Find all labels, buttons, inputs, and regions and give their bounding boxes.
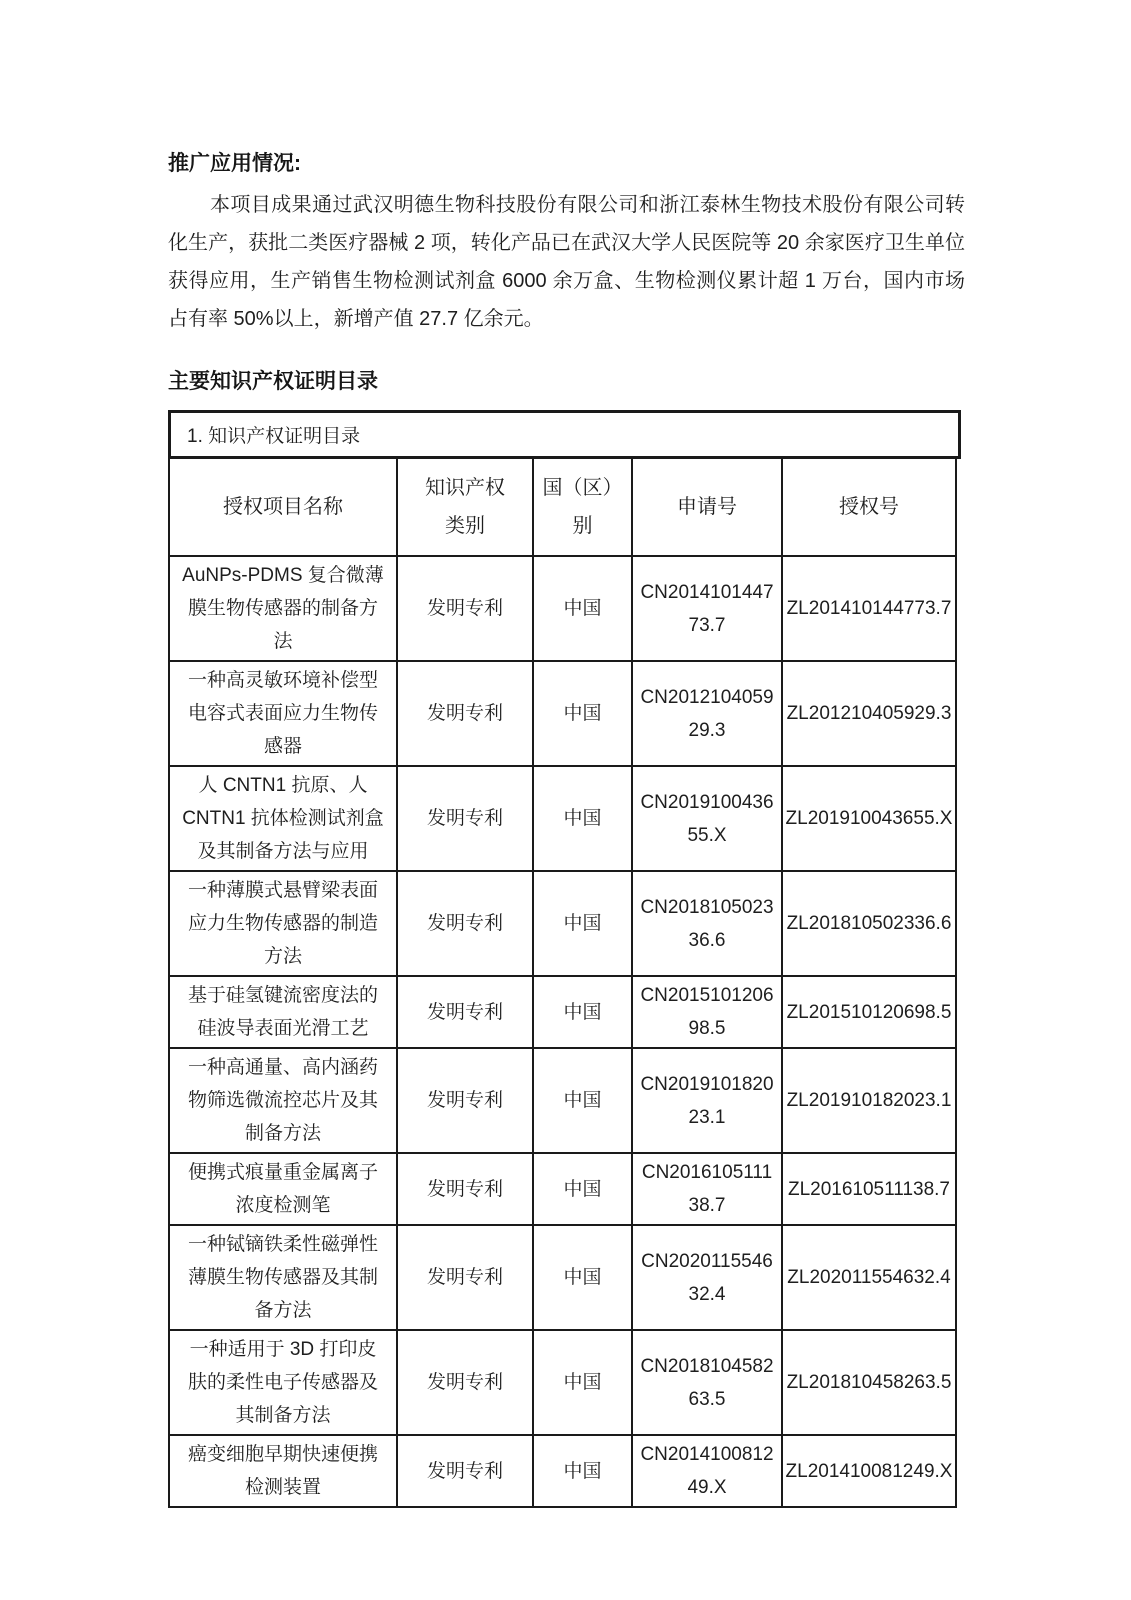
cell-country: 中国: [533, 1330, 632, 1435]
cell-application-no: CN202011554632.4: [632, 1225, 782, 1330]
cell-ip-type: 发明专利: [397, 976, 533, 1048]
cell-grant-no: ZL201410144773.7: [782, 556, 956, 661]
cell-country: 中国: [533, 661, 632, 766]
cell-project-name: 一种薄膜式悬臂梁表面应力生物传感器的制造方法: [169, 871, 397, 976]
cell-application-no: CN201910043655.X: [632, 766, 782, 871]
table-caption: 1. 知识产权证明目录: [168, 410, 961, 459]
col-header-line: 知识产权: [425, 477, 505, 499]
section-title-ip-directory: 主要知识产权证明目录: [168, 370, 378, 393]
cell-application-no: CN201510120698.5: [632, 976, 782, 1048]
cell-application-no: CN201910182023.1: [632, 1048, 782, 1153]
cell-ip-type: 发明专利: [397, 1435, 533, 1507]
cell-ip-type: 发明专利: [397, 1048, 533, 1153]
cell-ip-type: 发明专利: [397, 766, 533, 871]
col-header-line: 别: [572, 515, 593, 537]
col-header-application-no: [632, 458, 782, 556]
cell-application-no: CN201410081249.X: [632, 1435, 782, 1507]
cell-grant-no: ZL201610511138.7: [782, 1153, 956, 1225]
cell-application-no: CN201810458263.5: [632, 1330, 782, 1435]
cell-ip-type: 发明专利: [397, 1330, 533, 1435]
cell-country: 中国: [533, 1153, 632, 1225]
cell-country: 中国: [533, 1225, 632, 1330]
cell-project-name: 便携式痕量重金属离子浓度检测笔: [169, 1153, 397, 1225]
cell-ip-type: 发明专利: [397, 1153, 533, 1225]
cell-application-no: CN201410144773.7: [632, 556, 782, 661]
table-row: [169, 1153, 956, 1225]
cell-project-name: 癌变细胞早期快速便携检测装置: [169, 1435, 397, 1507]
table-row: [169, 1435, 956, 1507]
cell-country: 中国: [533, 766, 632, 871]
col-header-project-name: [169, 458, 397, 556]
promotion-paragraph: 本项目成果通过武汉明德生物科技股份有限公司和浙江泰林生物技术股份有限公司转化生产，获批二类医疗器械 2 项，转化产品已在武汉大学人民医院等 20 余家医疗卫生单位获得应用，生产销售生物检测试剂盒 6000 余万盒、生物检测仪累计超 1 万台，国内市场占有率 50%以上，新增产值 27.7 亿余元。: [168, 194, 965, 330]
cell-project-name: 一种铽镝铁柔性磁弹性薄膜生物传感器及其制备方法: [169, 1225, 397, 1330]
cell-grant-no: ZL201410081249.X: [782, 1435, 956, 1507]
cell-grant-no: ZL201910043655.X: [782, 766, 956, 871]
cell-country: 中国: [533, 1048, 632, 1153]
table-body: [169, 556, 956, 1507]
table-row: [169, 1225, 956, 1330]
cell-project-name: 一种高通量、高内涵药物筛选微流控芯片及其制备方法: [169, 1048, 397, 1153]
cell-grant-no: ZL201210405929.3: [782, 661, 956, 766]
cell-grant-no: ZL201510120698.5: [782, 976, 956, 1048]
cell-project-name: 基于硅氢键流密度法的硅波导表面光滑工艺: [169, 976, 397, 1048]
cell-country: 中国: [533, 871, 632, 976]
col-header-grant-no: [782, 458, 956, 556]
table-row: [169, 976, 956, 1048]
cell-country: 中国: [533, 556, 632, 661]
cell-project-name: AuNPs-PDMS 复合微薄膜生物传感器的制备方法: [169, 556, 397, 661]
ip-table-section: [168, 410, 965, 1508]
col-header-line: 国（区）: [542, 477, 623, 499]
col-header-ip-type: [397, 458, 533, 556]
ip-table: [168, 457, 957, 1508]
cell-application-no: CN201210405929.3: [632, 661, 782, 766]
cell-project-name: 人 CNTN1 抗原、人 CNTN1 抗体检测试剂盒及其制备方法与应用: [169, 766, 397, 871]
cell-grant-no: ZL201810502336.6: [782, 871, 956, 976]
table-row: [169, 1330, 956, 1435]
table-header-row: [169, 458, 956, 556]
col-header-line: 授权号: [839, 496, 899, 518]
table-row: [169, 556, 956, 661]
section-title-promotion: 推广应用情况:: [168, 152, 301, 175]
cell-application-no: CN201810502336.6: [632, 871, 782, 976]
col-header-line: 类别: [445, 515, 485, 537]
table-row: [169, 661, 956, 766]
cell-application-no: CN201610511138.7: [632, 1153, 782, 1225]
cell-project-name: 一种适用于 3D 打印皮肤的柔性电子传感器及其制备方法: [169, 1330, 397, 1435]
cell-ip-type: 发明专利: [397, 556, 533, 661]
col-header-line: 申请号: [677, 496, 737, 518]
cell-country: 中国: [533, 976, 632, 1048]
col-header-country: [533, 458, 632, 556]
cell-ip-type: 发明专利: [397, 871, 533, 976]
table-header: [169, 458, 956, 556]
cell-grant-no: ZL202011554632.4: [782, 1225, 956, 1330]
cell-grant-no: ZL201810458263.5: [782, 1330, 956, 1435]
cell-grant-no: ZL201910182023.1: [782, 1048, 956, 1153]
cell-ip-type: 发明专利: [397, 1225, 533, 1330]
cell-country: 中国: [533, 1435, 632, 1507]
cell-ip-type: 发明专利: [397, 661, 533, 766]
page-content: [168, 150, 965, 1508]
col-header-line: 授权项目名称: [223, 496, 343, 518]
table-row: [169, 766, 956, 871]
table-row: [169, 871, 956, 976]
table-row: [169, 1048, 956, 1153]
cell-project-name: 一种高灵敏环境补偿型电容式表面应力生物传感器: [169, 661, 397, 766]
